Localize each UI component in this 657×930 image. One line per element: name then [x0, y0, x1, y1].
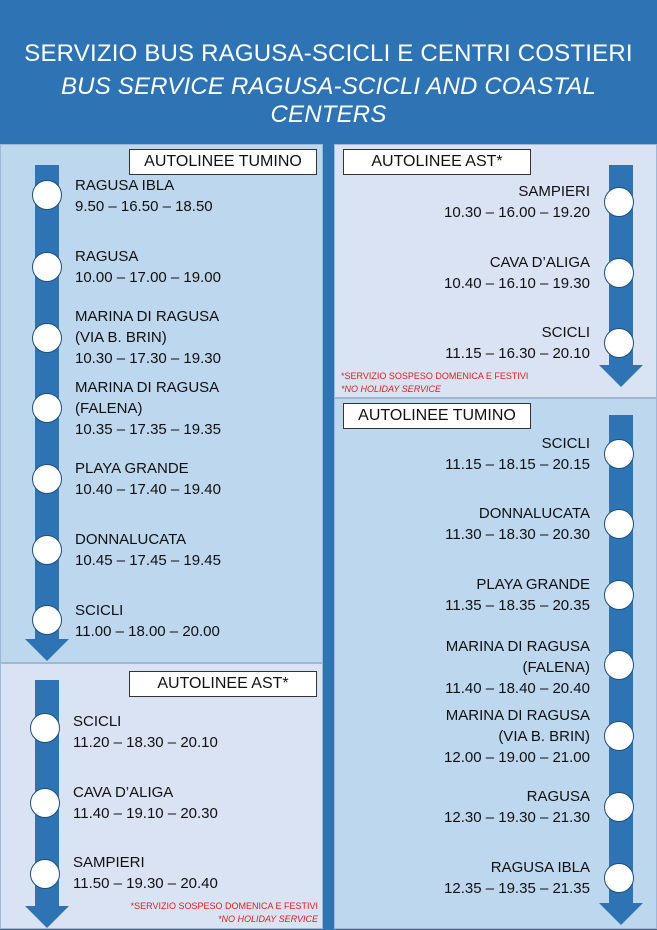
stop-ragusa-ibla: RAGUSA IBLA 9.50 – 16.50 – 18.50	[75, 177, 213, 215]
stop-ragusa: RAGUSA 12.30 – 19.30 – 21.30	[444, 788, 590, 826]
stop-marina-falena: MARINA DI RAGUSA (FALENA) 10.35 – 17.35 – 19.35	[75, 379, 221, 438]
stop-circle-icon	[604, 721, 634, 751]
holiday-note-english: *NO HOLIDAY SERVICE	[217, 914, 318, 924]
panel-scicli-ragusa-tumino	[334, 398, 657, 929]
stop-circle-icon	[32, 464, 62, 494]
stop-donnalucata: DONNALUCATA 10.45 – 17.45 – 19.45	[75, 531, 221, 569]
stop-circle-icon	[604, 650, 634, 680]
operator-label: AUTOLINEE TUMINO	[129, 149, 317, 175]
stop-sampieri: SAMPIERI 10.30 – 16.00 – 19.20	[444, 183, 590, 221]
stop-marina-brin: MARINA DI RAGUSA (VIA B. BRIN) 10.30 – 17.30 – 19.30	[75, 308, 221, 367]
stop-playa-grande: PLAYA GRANDE 10.40 – 17.40 – 19.40	[75, 460, 221, 498]
title-italian: SERVIZIO BUS RAGUSA-SCICLI E CENTRI COSTIERI	[24, 40, 633, 67]
panel-ragusa-scicli-tumino	[0, 144, 323, 663]
stop-circle-icon	[604, 509, 634, 539]
operator-label: AUTOLINEE AST*	[343, 149, 531, 175]
stop-circle-icon	[30, 788, 60, 818]
stop-circle-icon	[32, 535, 62, 565]
stop-cava-daliga: CAVA D’ALIGA 11.40 – 19.10 – 20.30	[73, 784, 218, 822]
stop-circle-icon	[604, 792, 634, 822]
stop-marina-falena: MARINA DI RAGUSA (FALENA) 11.40 – 18.40 – 20.40	[445, 638, 590, 697]
stop-circle-icon	[32, 252, 62, 282]
stop-circle-icon	[30, 859, 60, 889]
stop-circle-icon	[32, 605, 62, 635]
stop-circle-icon	[604, 439, 634, 469]
stop-marina-brin: MARINA DI RAGUSA (VIA B. BRIN) 12.00 – 19.00 – 21.00	[444, 707, 590, 766]
stop-scicli: SCICLI 11.15 – 16.30 – 20.10	[445, 324, 590, 362]
stop-circle-icon	[604, 863, 634, 893]
stop-scicli: SCICLI 11.00 – 18.00 – 20.00	[75, 602, 220, 640]
stop-ragusa: RAGUSA 10.00 – 17.00 – 19.00	[75, 248, 221, 286]
panel-scicli-sampieri-ast	[0, 663, 323, 929]
stop-circle-icon	[32, 180, 62, 210]
stop-circle-icon	[604, 258, 634, 288]
stop-circle-icon	[30, 713, 60, 743]
stop-circle-icon	[32, 323, 62, 353]
stop-circle-icon	[604, 580, 634, 610]
holiday-note-italian: *SERVIZIO SOSPESO DOMENICA E FESTIVI	[341, 371, 529, 381]
stop-circle-icon	[604, 328, 634, 358]
operator-label: AUTOLINEE AST*	[129, 671, 317, 697]
holiday-note-italian: *SERVIZIO SOSPESO DOMENICA E FESTIVI	[130, 901, 318, 911]
stop-circle-icon	[604, 187, 634, 217]
stop-ragusa-ibla: RAGUSA IBLA 12.35 – 19.35 – 21.35	[444, 859, 590, 897]
page-header	[0, 0, 657, 143]
panel-sampieri-scicli-ast	[334, 144, 657, 398]
stop-scicli: SCICLI 11.20 – 18.30 – 20.10	[73, 713, 218, 751]
holiday-note-english: *NO HOLIDAY SERVICE	[341, 384, 442, 394]
stop-donnalucata: DONNALUCATA 11.30 – 18.30 – 20.30	[445, 505, 590, 543]
stop-circle-icon	[32, 393, 62, 423]
stop-sampieri: SAMPIERI 11.50 – 19.30 – 20.40	[73, 854, 218, 892]
stop-cava-daliga: CAVA D’ALIGA 10.40 – 16.10 – 19.30	[444, 254, 590, 292]
title-english: BUS SERVICE RAGUSA-SCICLI AND COASTAL CENTERS	[60, 73, 597, 128]
stop-scicli: SCICLI 11.15 – 18.15 – 20.15	[445, 435, 590, 473]
operator-label: AUTOLINEE TUMINO	[343, 403, 531, 429]
stop-playa-grande: PLAYA GRANDE 11.35 – 18.35 – 20.35	[445, 576, 590, 614]
